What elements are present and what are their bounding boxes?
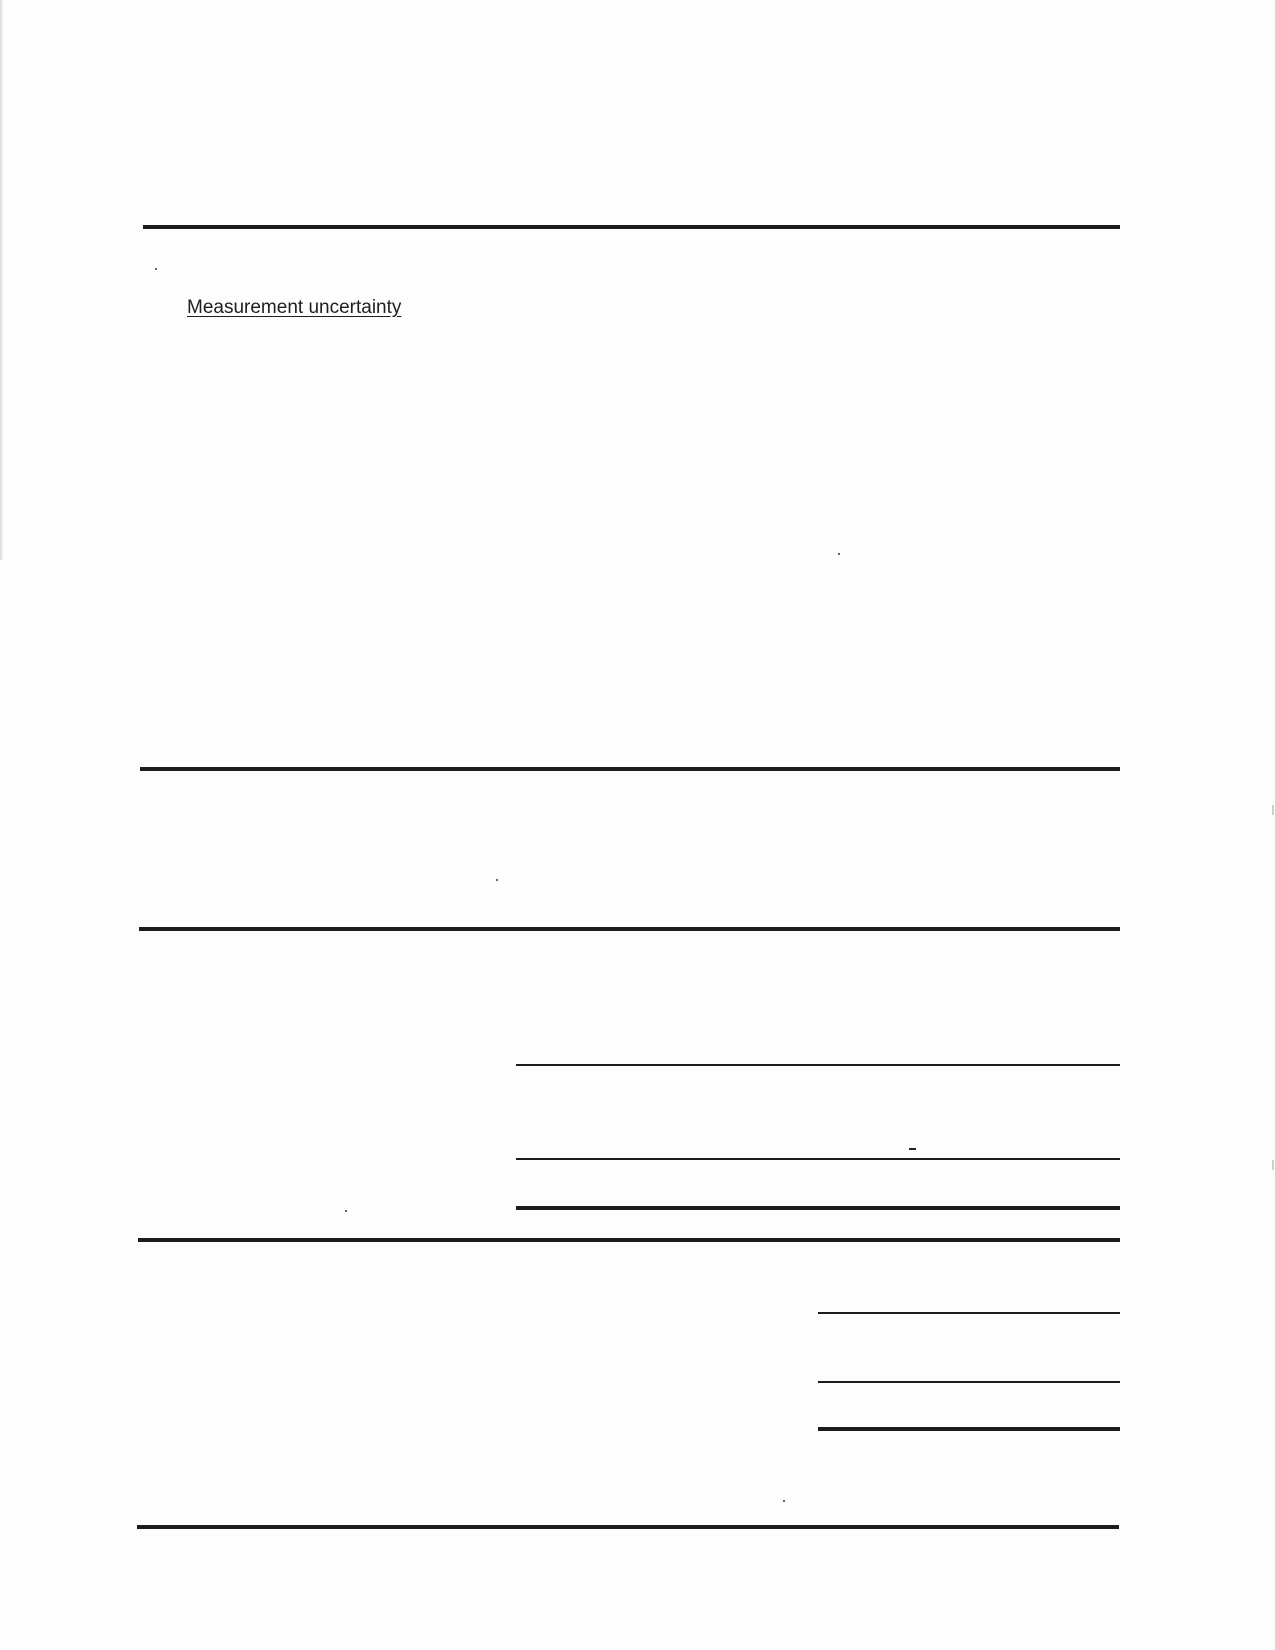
scan-speck — [155, 268, 157, 270]
section-divider-3 — [139, 927, 1120, 931]
table-subtotal-rule — [516, 1158, 1120, 1160]
scan-left-edge-shadow — [0, 0, 3, 560]
table2-header-rule — [818, 1312, 1120, 1314]
scan-speck — [345, 1210, 347, 1212]
scan-edge-mark — [1272, 805, 1274, 815]
section-divider-bottom — [137, 1525, 1119, 1529]
scan-speck — [783, 1500, 785, 1502]
table-total-rule — [516, 1206, 1120, 1210]
measurement-uncertainty-heading: Measurement uncertainty — [187, 297, 402, 318]
table-header-rule — [516, 1064, 1120, 1066]
section-divider-4 — [138, 1238, 1120, 1242]
section-divider-top — [143, 225, 1120, 229]
scan-speck — [496, 879, 498, 881]
table-dash-mark — [909, 1148, 916, 1150]
scan-edge-mark — [1272, 1160, 1274, 1170]
section-divider-2 — [140, 767, 1120, 771]
scan-speck — [838, 553, 840, 555]
table2-total-rule — [818, 1427, 1120, 1431]
table2-subtotal-rule — [818, 1381, 1120, 1383]
